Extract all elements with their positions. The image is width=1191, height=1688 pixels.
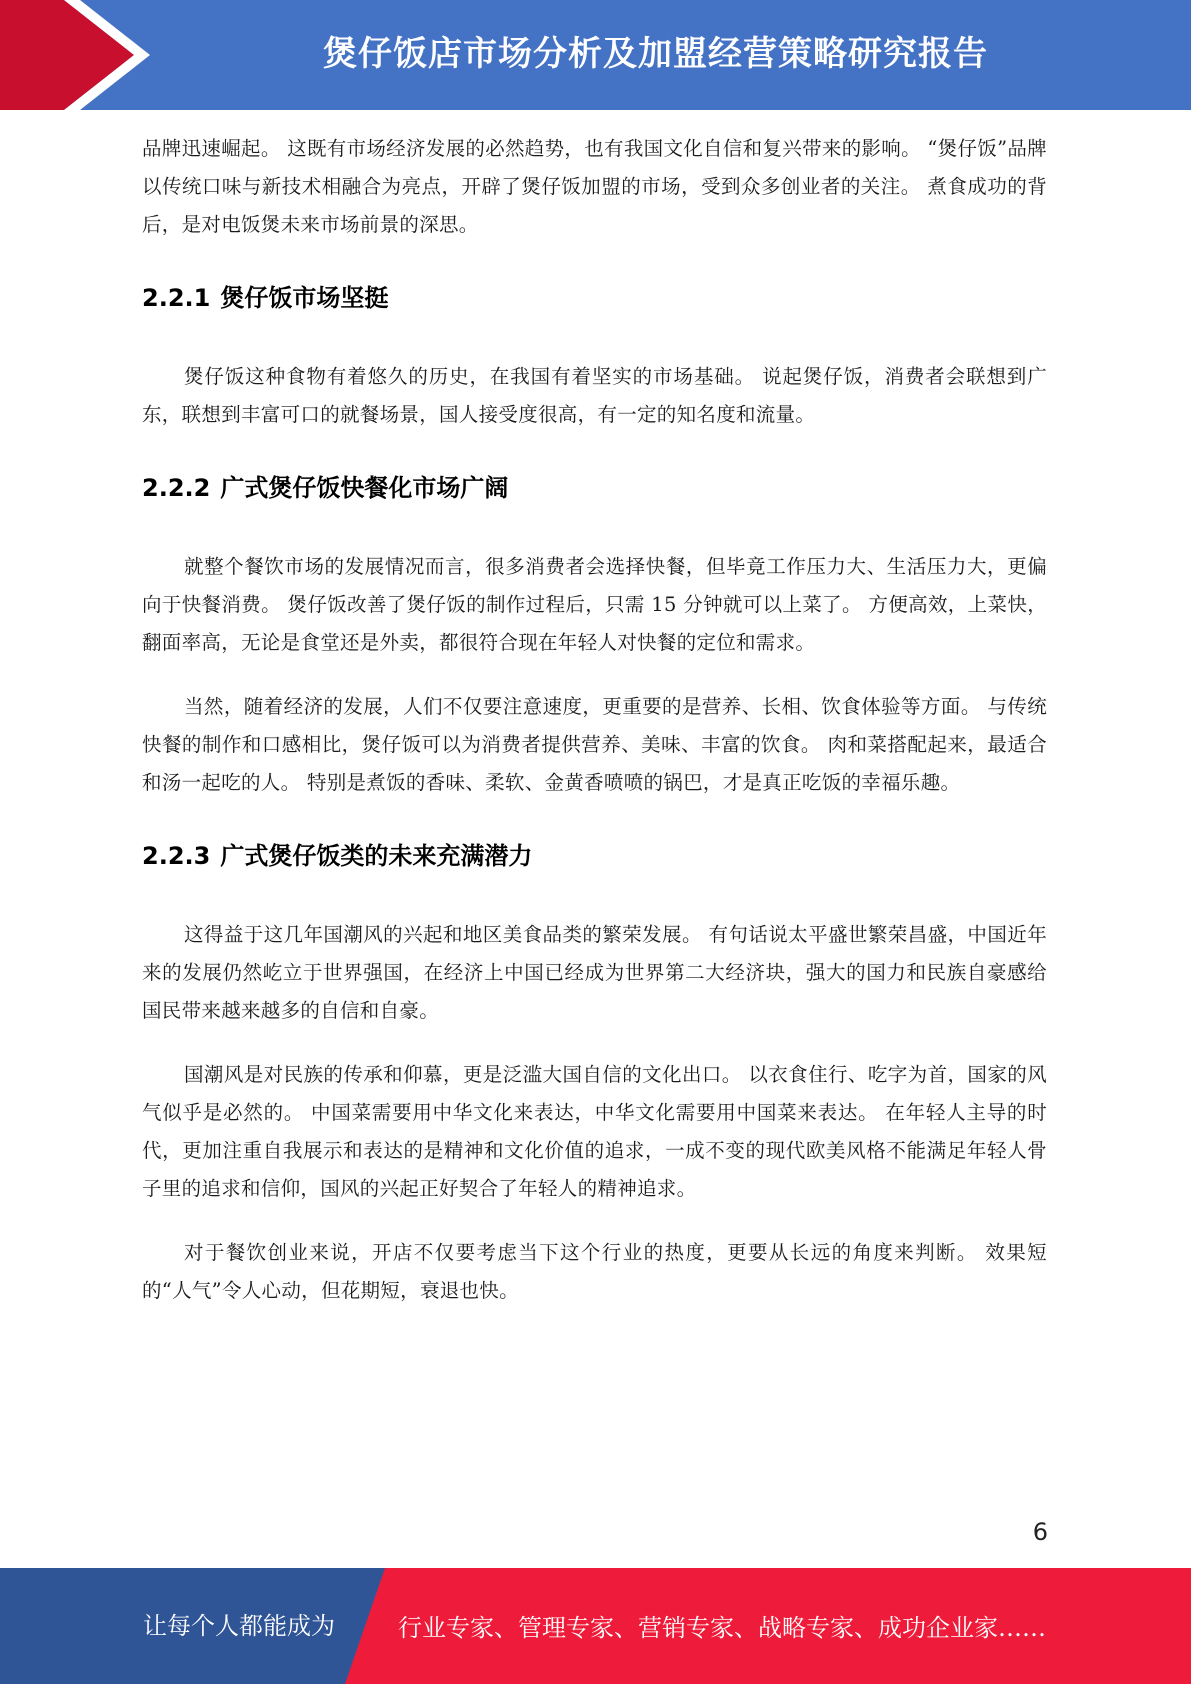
section-heading-2-2-3 <box>142 836 1047 876</box>
paragraph: 煲仔饭这种食物有着悠久的历史，在我国有着坚实的市场基础。 说起煲仔饭，消费者会联想到广东，联想到丰富可口的就餐场景，国人接受度很高，有一定的知名度和流量。 <box>142 365 1047 426</box>
header-chevron-graphic <box>0 0 150 110</box>
section-number: 2.2.1 <box>142 284 211 312</box>
section-title: 煲仔饭市场坚挺 <box>220 284 389 312</box>
section-heading-2-2-2 <box>142 468 1047 508</box>
section-number: 2.2.3 <box>142 842 211 870</box>
section-title: 广式煲仔饭类的未来充满潜力 <box>220 842 533 870</box>
footer-slogan-right: 行业专家、管理专家、营销专家、战略专家、成功企业家…… <box>398 1614 1046 1642</box>
paragraph: 对于餐饮创业来说，开店不仅要考虑当下这个行业的热度，更要从长远的角度来判断。 效果短的“人气”令人心动，但花期短，衰退也快。 <box>142 1241 1047 1302</box>
page-number: 6 <box>1032 1518 1048 1546</box>
page-header <box>0 0 1191 110</box>
report-title: 煲仔饭店市场分析及加盟经营策略研究报告 <box>323 34 988 74</box>
paragraph: 国潮风是对民族的传承和仰慕，更是泛滥大国自信的文化出口。 以衣食住行、吃字为首，国家的风气似乎是必然的。 中国菜需要用中华文化来表达，中华文化需要用中国菜来表达。 在年轻人主导的时代，更加注重自我展示和表达的是精神和文化价值的追求，一成不变的现代欧美风格不能满足年轻人骨子里的追求和信仰，国风的兴起正好契合了年轻人的精神追求。 <box>142 1063 1047 1200</box>
section-number: 2.2.2 <box>142 474 211 502</box>
section-title: 广式煲仔饭快餐化市场广阔 <box>220 474 509 502</box>
intro-paragraph: 品牌迅速崛起。 这既有市场经济发展的必然趋势，也有我国文化自信和复兴带来的影响。 “煲仔饭”品牌以传统口味与新技术相融合为亮点，开辟了煲仔饭加盟的市场，受到众多创业者的关注。 煮食成功的背后，是对电饭煲未来市场前景的深思。 <box>142 137 1047 236</box>
page-footer <box>0 1568 1191 1684</box>
paragraph: 当然，随着经济的发展，人们不仅要注意速度，更重要的是营养、长相、饮食体验等方面。 与传统快餐的制作和口感相比，煲仔饭可以为消费者提供营养、美味、丰富的饮食。 肉和菜搭配起来，最适合和汤一起吃的人。 特别是煮饭的香味、柔软、金黄香喷喷的锅巴，才是真正吃饭的幸福乐趣。 <box>142 695 1047 794</box>
section-heading-2-2-1 <box>142 278 1047 318</box>
document-body <box>142 130 1047 1336</box>
paragraph: 这得益于这几年国潮风的兴起和地区美食品类的繁荣发展。 有句话说太平盛世繁荣昌盛，中国近年来的发展仍然屹立于世界强国，在经济上中国已经成为世界第二大经济块，强大的国力和民族自豪感给国民带来越来越多的自信和自豪。 <box>142 923 1047 1022</box>
paragraph: 就整个餐饮市场的发展情况而言，很多消费者会选择快餐，但毕竟工作压力大、生活压力大，更偏向于快餐消费。 煲仔饭改善了煲仔饭的制作过程后，只需 15 分钟就可以上菜了。 方便高效，上菜快，翻面率高，无论是食堂还是外卖，都很符合现在年轻人对快餐的定位和需求。 <box>142 555 1047 654</box>
footer-slogan-left: 让每个人都能成为 <box>143 1612 335 1640</box>
